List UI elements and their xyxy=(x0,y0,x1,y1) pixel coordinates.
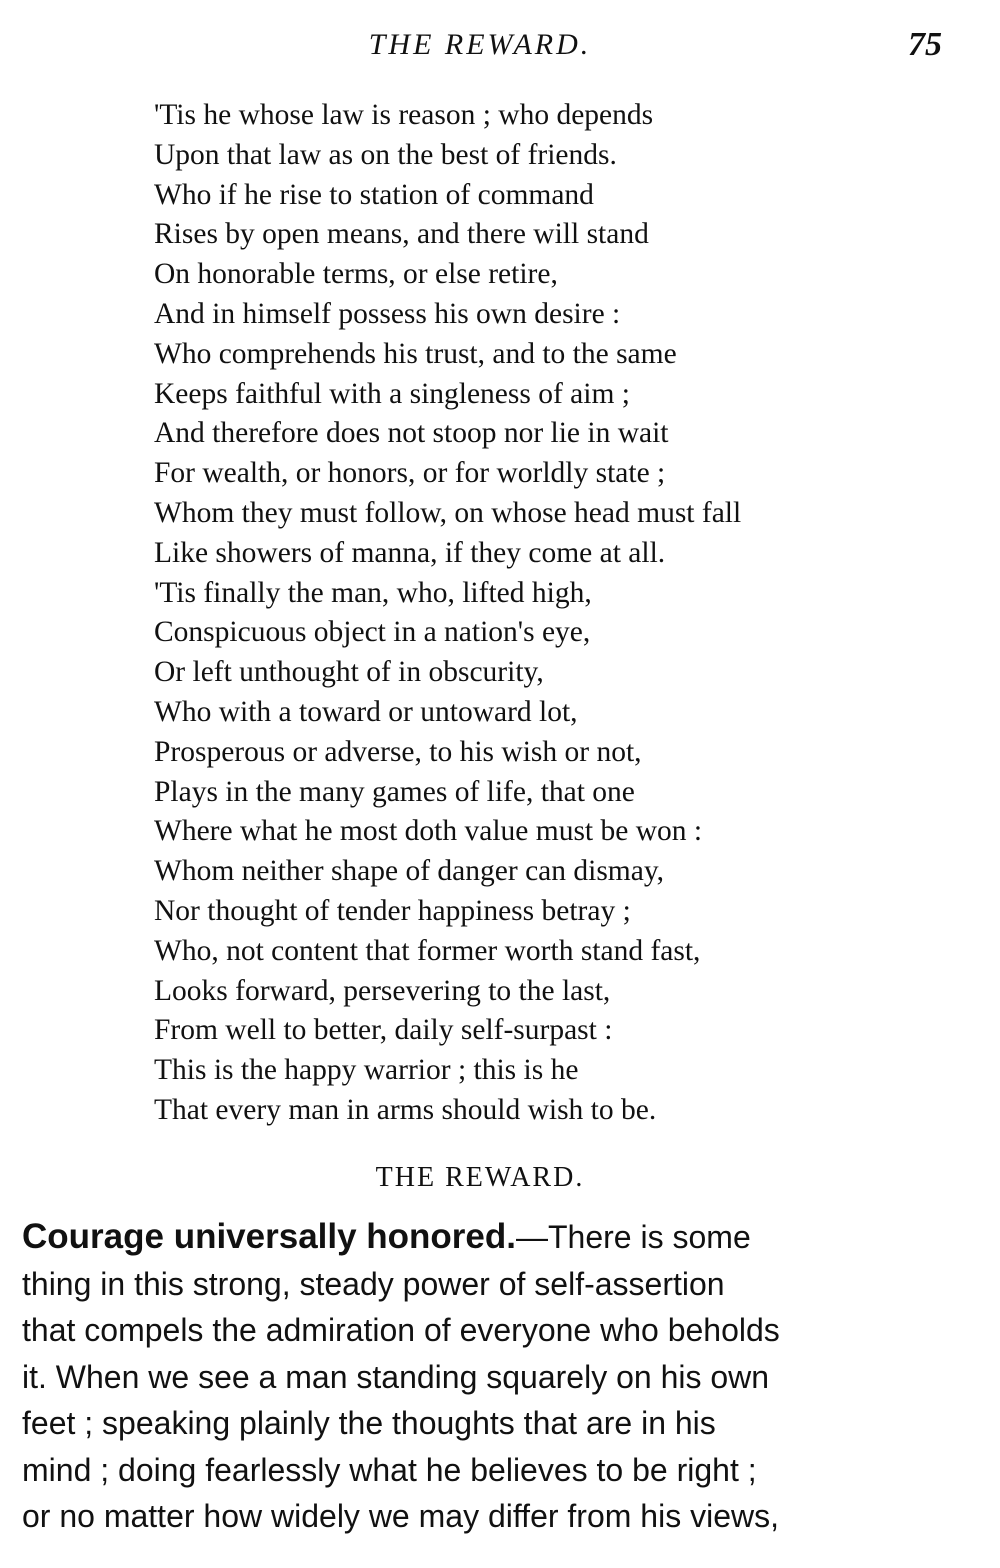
poem-line: Who comprehends his trust, and to the same xyxy=(154,337,677,370)
poem-line: 'Tis finally the man, who, lifted high, xyxy=(154,576,592,609)
poem-line: Plays in the many games of life, that one xyxy=(154,775,635,808)
poem-line: Who, not content that former worth stand fast, xyxy=(154,934,701,967)
poem-line: Like showers of manna, if they come at all. xyxy=(154,536,666,569)
poem-line: Conspicuous object in a nation's eye, xyxy=(154,616,591,649)
poem-line: Whom they must follow, on whose head must fall xyxy=(154,496,742,529)
poem-line: Whom neither shape of danger can dismay, xyxy=(154,855,665,888)
poem-line: Rises by open means, and there will stand xyxy=(154,218,649,251)
poem-line: Who if he rise to station of command xyxy=(154,178,594,211)
body-paragraph xyxy=(22,1214,942,1540)
poem-line: And in himself possess his own desire : xyxy=(154,297,621,330)
poem-line: Or left unthought of in obscurity, xyxy=(154,656,544,689)
run-in-title: Courage universally honored. xyxy=(22,1217,516,1256)
page-number: 75 xyxy=(908,26,942,63)
paragraph-line: or no matter how widely we may differ from his views, xyxy=(22,1498,779,1534)
poem xyxy=(154,96,741,1131)
poem-line: This is the happy warrior ; this is he xyxy=(154,1054,579,1087)
paragraph-line: feet ; speaking plainly the thoughts that are in his xyxy=(22,1405,716,1441)
poem-line: 'Tis he whose law is reason ; who depends xyxy=(154,99,654,131)
poem-line: From well to better, daily self-surpast : xyxy=(154,1014,613,1047)
paragraph-line: thing in this strong, steady power of self-assertion xyxy=(22,1265,725,1302)
paragraph-line: it. When we see a man standing squarely on his own xyxy=(22,1358,770,1395)
paragraph-line: that compels the admiration of everyone who beholds xyxy=(22,1312,780,1348)
poem-line: Where what he most doth value must be won : xyxy=(154,815,703,848)
section-heading: THE REWARD. xyxy=(375,1162,585,1193)
running-title: THE REWARD. xyxy=(368,28,592,61)
poem-line: Prosperous or adverse, to his wish or not, xyxy=(154,735,642,768)
poem-line: Keeps faithful with a singleness of aim ; xyxy=(154,377,630,410)
poem-line: For wealth, or honors, or for worldly state ; xyxy=(154,457,666,490)
poem-line: That every man in arms should wish to be. xyxy=(154,1093,657,1126)
paragraph-line-text: —There is some xyxy=(516,1219,751,1255)
running-header xyxy=(0,28,1000,72)
poem-line: Nor thought of tender happiness betray ; xyxy=(154,894,631,927)
poem-line: And therefore does not stoop nor lie in wait xyxy=(154,417,669,450)
paragraph-line xyxy=(22,1214,942,1261)
poem-line: On honorable terms, or else retire, xyxy=(154,258,558,291)
paragraph-line: mind ; doing fearlessly what he believes to be right ; xyxy=(22,1451,757,1488)
poem-line: Looks forward, persevering to the last, xyxy=(154,974,611,1007)
poem-line: Who with a toward or untoward lot, xyxy=(154,695,578,728)
poem-line: Upon that law as on the best of friends. xyxy=(154,138,617,171)
